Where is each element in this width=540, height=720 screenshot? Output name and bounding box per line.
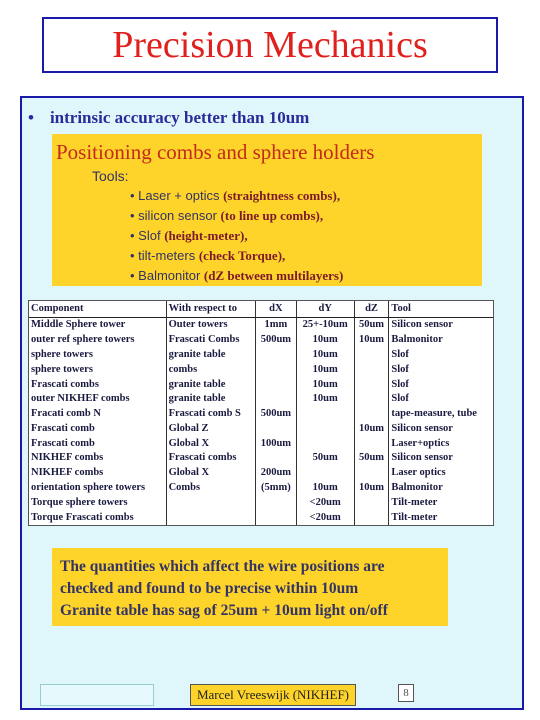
table-cell: Balmonitor bbox=[389, 333, 493, 348]
footer-author: Marcel Vreeswijk (NIKHEF) bbox=[190, 684, 356, 706]
table-cell bbox=[255, 392, 296, 407]
tolerance-table bbox=[29, 301, 493, 525]
table-cell: Tilt-meter bbox=[389, 510, 493, 525]
table-cell: 200um bbox=[255, 466, 296, 481]
table-row bbox=[29, 333, 493, 348]
table-cell: NIKHEF combs bbox=[31, 467, 104, 479]
table-cell bbox=[255, 348, 296, 363]
table-cell bbox=[354, 392, 389, 407]
table-cell: 50um bbox=[354, 451, 389, 466]
table-row bbox=[29, 421, 493, 436]
table-cell bbox=[255, 421, 296, 436]
tools-list bbox=[130, 186, 343, 286]
table-cell: Global X bbox=[166, 466, 255, 481]
table-cell bbox=[354, 348, 389, 363]
table-cell: 50um bbox=[354, 318, 389, 333]
table-cell: Torque sphere towers bbox=[31, 496, 128, 508]
table-cell bbox=[354, 510, 389, 525]
table-cell: 10um bbox=[354, 481, 389, 496]
table-cell: Frascati comb bbox=[31, 422, 95, 434]
header-dz: dZ bbox=[354, 301, 389, 318]
section-heading: Positioning combs and sphere holders bbox=[56, 140, 375, 164]
table-cell: Laser optics bbox=[389, 466, 493, 481]
table-cell: <20um bbox=[296, 510, 354, 525]
table-cell: Silicon sensor bbox=[389, 451, 493, 466]
table-row bbox=[29, 466, 493, 481]
table-cell: 500um bbox=[255, 333, 296, 348]
table-cell: Silicon sensor bbox=[389, 318, 493, 333]
table-row bbox=[29, 510, 493, 525]
table-cell bbox=[166, 495, 255, 510]
table-cell: Slof bbox=[389, 348, 493, 363]
bullet-text: intrinsic accuracy better than 10um bbox=[49, 108, 310, 127]
table-cell: 10um bbox=[354, 333, 389, 348]
table-cell: sphere towers bbox=[31, 348, 93, 360]
table-cell: 1mm bbox=[255, 318, 296, 333]
conclusion-line: checked and found to be precise within 10um bbox=[60, 580, 359, 597]
table-cell: granite table bbox=[166, 348, 255, 363]
table-cell: Silicon sensor bbox=[389, 421, 493, 436]
table-cell: Tilt-meter bbox=[389, 495, 493, 510]
table-cell bbox=[354, 377, 389, 392]
table-cell: Frascati Combs bbox=[166, 333, 255, 348]
table-row bbox=[29, 495, 493, 510]
table-cell bbox=[296, 407, 354, 422]
table-cell: NIKHEF combs bbox=[31, 452, 104, 464]
table-row bbox=[29, 362, 493, 377]
table-cell: Slof bbox=[389, 392, 493, 407]
table-cell: Global X bbox=[166, 436, 255, 451]
table-cell bbox=[255, 510, 296, 525]
tool-item: • Slof (height-meter), bbox=[130, 228, 248, 243]
table-cell bbox=[255, 362, 296, 377]
header-tool: Tool bbox=[389, 301, 493, 318]
table-cell: Laser+optics bbox=[389, 436, 493, 451]
table-cell bbox=[296, 466, 354, 481]
table-cell: outer NIKHEF combs bbox=[31, 393, 130, 405]
table-cell: Frascati combs bbox=[166, 451, 255, 466]
conclusion-line: Granite table has sag of 25um + 10um light on/off bbox=[60, 602, 388, 619]
tool-item: • silicon sensor (to line up combs), bbox=[130, 208, 324, 223]
table-row bbox=[29, 318, 493, 333]
table-cell: Outer towers bbox=[166, 318, 255, 333]
table-cell: Combs bbox=[166, 481, 255, 496]
table-row bbox=[29, 348, 493, 363]
table-cell: 10um bbox=[296, 481, 354, 496]
table-cell: 10um bbox=[354, 421, 389, 436]
table-cell bbox=[354, 466, 389, 481]
table-cell: 50um bbox=[296, 451, 354, 466]
table-cell: outer ref sphere towers bbox=[31, 334, 135, 346]
table-cell: granite table bbox=[166, 377, 255, 392]
table-cell bbox=[354, 436, 389, 451]
table-row bbox=[29, 392, 493, 407]
table-cell bbox=[354, 407, 389, 422]
table-cell: 10um bbox=[296, 333, 354, 348]
table-cell: 500um bbox=[255, 407, 296, 422]
conclusion-text bbox=[60, 556, 388, 622]
table-cell: orientation sphere towers bbox=[31, 482, 146, 493]
table-cell bbox=[255, 451, 296, 466]
table-cell: 10um bbox=[296, 362, 354, 377]
table-cell: Frascati comb bbox=[31, 437, 95, 449]
footer-blank-box bbox=[40, 684, 154, 706]
table-cell bbox=[296, 421, 354, 436]
table-cell bbox=[255, 495, 296, 510]
header-component: Component bbox=[29, 301, 166, 318]
page-number: 8 bbox=[398, 684, 414, 702]
header-dx: dX bbox=[255, 301, 296, 318]
table-cell: granite table bbox=[166, 392, 255, 407]
table-cell: 10um bbox=[296, 377, 354, 392]
table-cell: Global Z bbox=[166, 421, 255, 436]
table-cell bbox=[354, 495, 389, 510]
table-cell: Slof bbox=[389, 377, 493, 392]
bullet-point bbox=[28, 108, 309, 128]
table-cell: (5mm) bbox=[255, 481, 296, 496]
table-cell: Torque Frascati combs bbox=[31, 511, 134, 523]
table-cell bbox=[296, 436, 354, 451]
table-cell bbox=[255, 377, 296, 392]
table-row bbox=[29, 451, 493, 466]
table-cell: Frascati comb S bbox=[166, 407, 255, 422]
bullet-dot-icon: • bbox=[28, 108, 34, 127]
table-cell bbox=[166, 510, 255, 525]
table-cell: combs bbox=[166, 362, 255, 377]
table-row bbox=[29, 407, 493, 422]
table-cell: 100um bbox=[255, 436, 296, 451]
table-cell: <20um bbox=[296, 495, 354, 510]
table-cell: Balmonitor bbox=[389, 481, 493, 496]
table-cell: Fracati comb N bbox=[31, 408, 101, 420]
table-cell: Middle Sphere tower bbox=[31, 319, 126, 331]
title-box bbox=[42, 17, 498, 73]
table-cell bbox=[354, 362, 389, 377]
table-cell: 25+-10um bbox=[296, 318, 354, 333]
table-cell: 10um bbox=[296, 348, 354, 363]
table-body bbox=[29, 318, 493, 526]
table-cell: tape-measure, tube bbox=[389, 407, 493, 422]
table-row bbox=[29, 377, 493, 392]
header-reference: With respect to bbox=[166, 301, 255, 318]
tool-item: • Balmonitor (dZ between multilayers) bbox=[130, 268, 344, 283]
header-dy: dY bbox=[296, 301, 354, 318]
table-cell: sphere towers bbox=[31, 363, 93, 375]
table-row bbox=[29, 436, 493, 451]
tool-item: • tilt-meters (check Torque), bbox=[130, 248, 286, 263]
table-cell: Slof bbox=[389, 362, 493, 377]
table-cell: 10um bbox=[296, 392, 354, 407]
alignment-table bbox=[28, 300, 494, 526]
table-row bbox=[29, 481, 493, 496]
tool-item: • Laser + optics (straightness combs), bbox=[130, 188, 341, 203]
tools-label: Tools: bbox=[92, 168, 129, 184]
page-title: Precision Mechanics bbox=[112, 24, 428, 66]
table-cell: Frascati combs bbox=[31, 378, 99, 390]
conclusion-line: The quantities which affect the wire positions are bbox=[60, 558, 385, 575]
table-header-row bbox=[29, 301, 493, 318]
